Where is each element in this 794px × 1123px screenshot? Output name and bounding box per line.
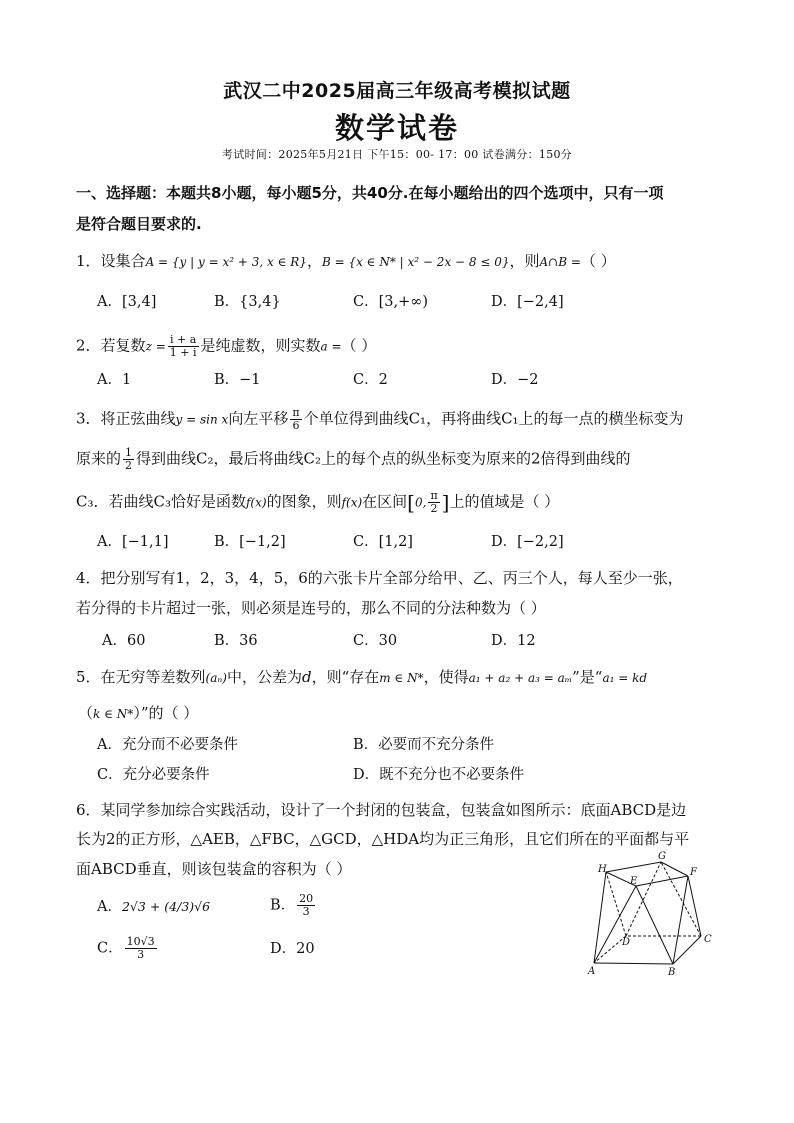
q4-option-b[interactable]: B．36 (214, 633, 258, 649)
q5-option-a[interactable]: A．充分而不必要条件 (97, 737, 238, 753)
q6-option-b-label: B． (270, 897, 296, 914)
q3-option-a[interactable]: A．[−1,1] (97, 534, 169, 550)
q2-paren: （ ） (341, 336, 377, 355)
q3-y-eq: y = sin x (175, 412, 229, 427)
question-6-line1: 6．某同学参加综合实践活动，设计了一个封闭的包装盒，包装盒如图所示：底面ABCD是边 (76, 801, 687, 819)
q2-text-b: 是纯虚数，则实数 (200, 336, 321, 355)
q6-option-a-value: 2√3 + (4/3)√6 (121, 899, 211, 914)
q2-option-c[interactable]: C．2 (353, 372, 388, 388)
q2-text-a: 若复数 (100, 336, 146, 355)
q5-a1kd: a₁ = kd (602, 671, 648, 685)
question-3-line3 (76, 490, 559, 515)
q2-fraction (168, 334, 199, 359)
question-2 (76, 334, 376, 359)
q3-frac-half (123, 447, 134, 472)
section-heading-line2: 是符合题目要求的. (76, 215, 202, 233)
q3-interval-two: 2 (430, 502, 438, 515)
question-3-line1 (76, 407, 684, 432)
q3-interval-pi: π (430, 489, 438, 502)
figure-label-g: G (658, 851, 666, 862)
q6-option-b-den: 3 (302, 905, 310, 918)
q5-k-in: k ∈ N* (93, 707, 134, 721)
q3-option-b[interactable]: B．[−1,2] (214, 534, 286, 550)
q6-option-c-num: 10√3 (126, 935, 155, 948)
q3-bracket-right: ] (441, 490, 450, 515)
question-4-line2: 若分得的卡片超过一张，则必须是连号的，那么不同的分法种数为（ ） (76, 599, 546, 617)
q6-option-b-frac (297, 893, 315, 918)
q3-text-h: 在区间 (362, 492, 408, 511)
exam-info: 考试时间：2025年5月21日 下午15：00- 17：00 试卷满分：150分 (221, 148, 573, 161)
q1-option-b[interactable]: B．{3,4} (214, 294, 281, 310)
packaging-box-figure (580, 848, 725, 980)
question-6-line3: 面ABCD垂直，则该包装盒的容积为（ ） (76, 860, 352, 878)
q6-option-d[interactable]: D．20 (270, 941, 315, 957)
q5-sum: a₁ + a₂ + a₃ = aₘ (468, 671, 573, 685)
q3-option-c[interactable]: C．[1,2] (353, 534, 413, 550)
q5-text-c: ，则“存在 (311, 668, 380, 686)
q1-expr: A∩B = (539, 255, 581, 269)
q3-interval-left: 0, (414, 495, 427, 510)
q1-number: 1． (76, 252, 101, 270)
q3-six: 6 (292, 419, 300, 432)
q1-set-b: B = {x ∈ N* | x² − 2x − 8 ≤ 0} (321, 255, 510, 269)
q6-option-a[interactable] (97, 897, 210, 917)
section-heading-line1: 一、选择题：本题共8小题，每小题5分，共40分.在每小题给出的四个选项中，只有一项 (76, 184, 664, 202)
q2-option-b[interactable]: B．−1 (214, 372, 261, 388)
q2-option-a[interactable]: A．1 (97, 372, 132, 388)
q2-z-eq: z = (145, 339, 166, 354)
figure-label-b: B (668, 967, 676, 978)
school-title: 武汉二中2025届高三年级高考模拟试题 (223, 80, 571, 102)
q4-option-d[interactable]: D．12 (491, 633, 536, 649)
q3-two: 2 (125, 459, 133, 472)
q5-m-in: m ∈ N* (379, 671, 424, 685)
question-5-line2 (78, 703, 198, 724)
q5-option-c[interactable]: C．充分必要条件 (97, 767, 210, 783)
question-5-line1 (76, 667, 647, 688)
q3-text-c: 个单位得到曲线C₁，再将曲线C₁上的每一点的横坐标变为 (303, 409, 684, 428)
q4-option-c[interactable]: C．30 (353, 633, 398, 649)
q6-option-b[interactable] (270, 893, 317, 918)
q5-text-a: 5．在无穷等差数列 (76, 668, 206, 686)
q3-pi: π (292, 406, 300, 419)
q5-d: d (301, 668, 312, 686)
q2-frac-den: 1 + i (169, 346, 197, 359)
q1-text-a: 设集合 (100, 252, 146, 270)
figure-label-e: E (630, 876, 638, 887)
q3-fx: f(x) (245, 495, 267, 510)
q3-text-i: 上的值域是（ ） (449, 492, 560, 511)
q5-text-d: ，使得 (423, 668, 469, 686)
q1-text-b: ，则 (509, 252, 540, 270)
q5-seq: (aₙ) (205, 671, 227, 685)
q4-option-a[interactable]: A．60 (102, 633, 146, 649)
q3-one: 1 (125, 446, 133, 459)
q2-number: 2． (76, 336, 101, 355)
q2-frac-num: i + a (168, 334, 199, 347)
q3-fx2: f(x) (341, 495, 363, 510)
q5-text-e: ”是“ (572, 668, 603, 686)
figure-label-d: D (622, 937, 631, 948)
q2-a-eq: a = (320, 339, 342, 354)
q6-option-a-label: A． (97, 899, 122, 915)
figure-label-c: C (704, 934, 712, 945)
q1-option-a[interactable]: A．[3,4] (97, 294, 157, 310)
q5-option-b[interactable]: B．必要而不充分条件 (353, 737, 495, 753)
q3-frac-pi6 (290, 407, 301, 432)
q6-option-c-den: 3 (137, 948, 145, 961)
q6-option-c[interactable] (97, 936, 159, 961)
subject-title: 数学试卷 (334, 111, 459, 145)
figure-label-a: A (588, 966, 596, 977)
q3-text-e: 得到曲线C₂，最后将曲线C₂上的每个点的纵坐标变为原来的2倍得到曲线的 (136, 449, 631, 468)
q1-set-a: A = {y | y = x² + 3, x ∈ R} (145, 255, 307, 269)
q3-text-b: 向左平移 (228, 409, 289, 428)
q1-comma: ， (306, 252, 322, 270)
q6-option-c-frac (125, 936, 157, 961)
q6-option-b-num: 20 (299, 892, 314, 905)
question-3-line2 (76, 447, 631, 472)
q3-text-d: 原来的 (76, 449, 122, 468)
question-4-line1: 4．把分别写有1，2，3，4，5，6的六张卡片全部分给甲、乙、丙三个人，每人至少一张， (76, 569, 683, 587)
q6-option-c-label: C． (97, 940, 123, 957)
q3-text-f: C₃．若曲线C₃恰好是函数 (76, 492, 246, 511)
q5-text-f: （ (78, 704, 94, 722)
q5-text-b: 中，公差为 (226, 668, 302, 686)
figure-label-h: H (598, 864, 607, 875)
question-1 (76, 251, 616, 272)
q3-text-g: 的图象，则 (266, 492, 342, 511)
figure-label-f: F (690, 867, 697, 878)
q2-option-d[interactable]: D．−2 (491, 372, 539, 388)
q1-option-c[interactable]: C．[3,+∞) (353, 294, 428, 310)
q3-text-a: 3．将正弦曲线 (76, 409, 176, 428)
q3-frac-pi2 (428, 490, 439, 515)
q3-option-d[interactable]: D．[−2,2] (491, 534, 564, 550)
q1-option-d[interactable]: D．[−2,4] (491, 294, 564, 310)
q5-text-g: ）”的（ ） (133, 704, 199, 722)
q5-option-d[interactable]: D．既不充分也不必要条件 (353, 767, 525, 783)
q3-bracket-left: [ (407, 490, 415, 515)
q1-paren: （ ） (580, 252, 616, 270)
question-6-line2: 长为2的正方形，△AEB，△FBC，△GCD，△HDA均为正三角形，且它们所在的平面都与平 (76, 830, 690, 848)
